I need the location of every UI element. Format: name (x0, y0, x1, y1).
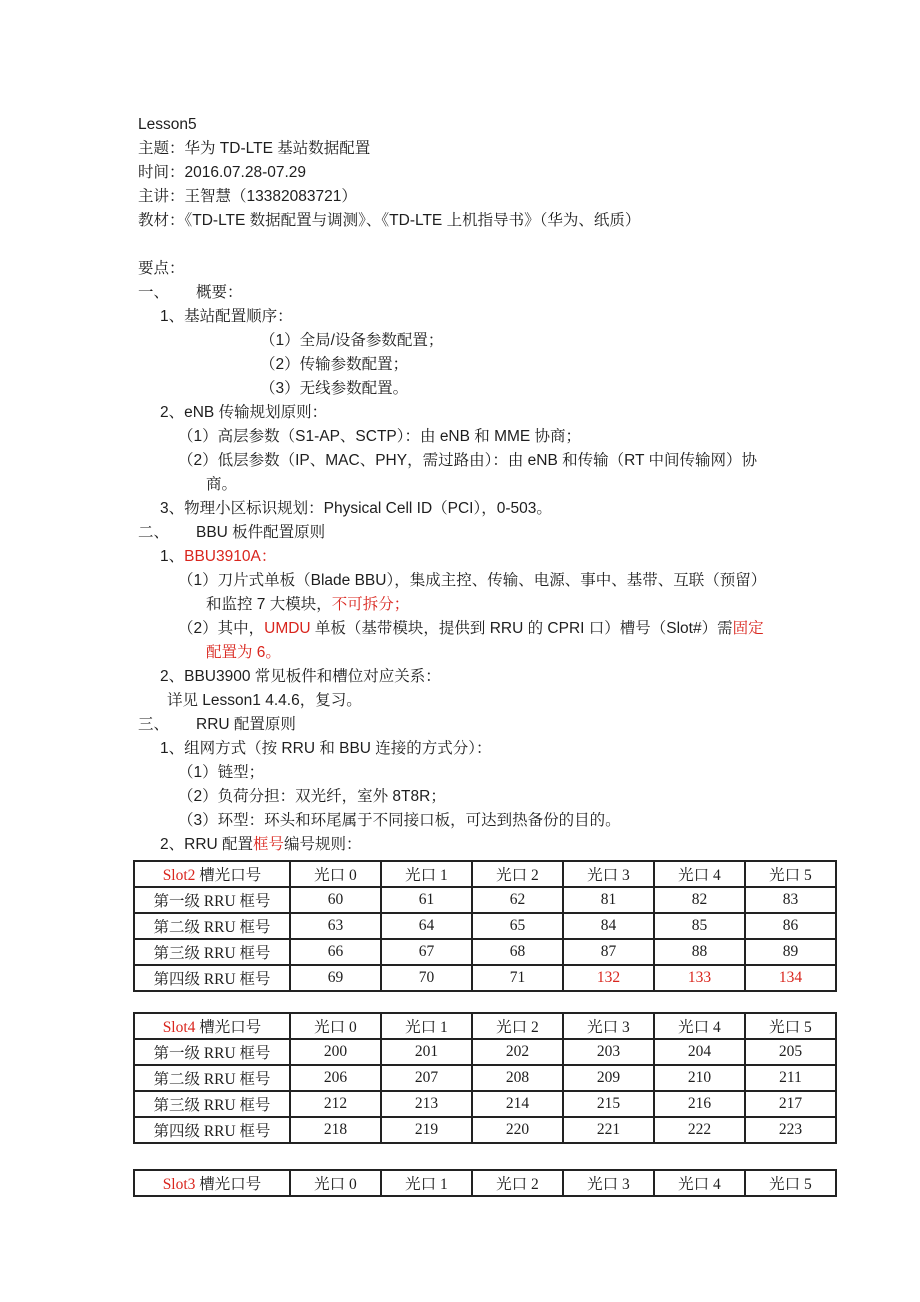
frame-number-cell: 66 (290, 939, 381, 965)
text-segment: 1、基站配置顺序： (160, 308, 293, 325)
list-item (0, 329, 920, 353)
document-text-block (0, 113, 920, 857)
table-row (134, 965, 836, 991)
optical-port-header-cell: 光口 4 (654, 1013, 745, 1039)
slot-header-label: 槽光口号 (195, 1019, 262, 1036)
text-segment: 时间：2016.07.28-07.29 (138, 164, 307, 181)
slot-header-cell (134, 1013, 290, 1039)
frame-number-cell: 71 (472, 965, 563, 991)
red-highlight-text: UMDU (264, 620, 311, 637)
text-segment: （3）无线参数配置。 (260, 380, 409, 397)
table-row (134, 1091, 836, 1117)
list-item (0, 449, 920, 473)
rru-level-label-cell: 第二级 RRU 框号 (134, 913, 290, 939)
lesson-title (0, 113, 920, 137)
frame-number-cell: 206 (290, 1065, 381, 1091)
optical-port-header-cell: 光口 4 (654, 1170, 745, 1196)
optical-port-header-cell: 光口 3 (563, 1170, 654, 1196)
text-segment: （2）负荷分担：双光纤，室外 8T8R； (178, 788, 446, 805)
optical-port-header-cell: 光口 4 (654, 861, 745, 887)
optical-port-header-cell: 光口 3 (563, 1013, 654, 1039)
list-item (0, 353, 920, 377)
frame-number-cell: 65 (472, 913, 563, 939)
rru-frame-number-table-slot2 (133, 860, 837, 992)
frame-number-cell: 60 (290, 887, 381, 913)
rru-frame-number-table-slot3 (133, 1169, 837, 1197)
frame-number-cell: 89 (745, 939, 836, 965)
frame-number-cell: 84 (563, 913, 654, 939)
list-item-continuation (0, 593, 920, 617)
rru-level-label-cell: 第三级 RRU 框号 (134, 939, 290, 965)
slot-number-text: Slot3 (162, 1176, 196, 1193)
list-item-continuation (0, 641, 920, 665)
frame-number-cell: 209 (563, 1065, 654, 1091)
frame-number-cell: 67 (381, 939, 472, 965)
text-segment: 主题：华为 TD-LTE 基站数据配置 (138, 140, 371, 157)
text-segment: RRU 配置原则 (196, 716, 296, 733)
blank-line (0, 233, 920, 257)
list-item (0, 425, 920, 449)
slot-number-text: Slot4 (162, 1019, 196, 1036)
optical-port-header-cell: 光口 2 (472, 861, 563, 887)
list-item (0, 617, 920, 641)
text-segment: 主讲：王智慧（13382083721） (138, 188, 357, 205)
frame-number-cell: 134 (745, 965, 836, 991)
table-row (134, 1117, 836, 1143)
frame-number-cell: 63 (290, 913, 381, 939)
list-item-continuation (0, 473, 920, 497)
frame-number-cell: 219 (381, 1117, 472, 1143)
section-2-heading (0, 521, 920, 545)
text-segment: 要点： (138, 260, 185, 277)
slot-header-cell (134, 861, 290, 887)
slot-header-cell (134, 1170, 290, 1196)
frame-number-cell: 88 (654, 939, 745, 965)
frame-number-cell: 61 (381, 887, 472, 913)
text-segment: 2、BBU3900 常见板件和槽位对应关系： (160, 668, 441, 685)
section-1-heading (0, 281, 920, 305)
table-row (134, 939, 836, 965)
frame-number-cell: 83 (745, 887, 836, 913)
list-item (0, 305, 920, 329)
red-highlight-text: 不可拆分； (331, 596, 410, 613)
list-item (0, 761, 920, 785)
list-item (0, 737, 920, 761)
text-segment: 3、物理小区标识规划：Physical Cell ID（PCI），0-503。 (160, 500, 552, 517)
text-segment: （1）链型； (178, 764, 265, 781)
list-item (0, 497, 920, 521)
frame-number-cell: 205 (745, 1039, 836, 1065)
optical-port-header-cell: 光口 0 (290, 861, 381, 887)
frame-number-cell: 220 (472, 1117, 563, 1143)
frame-number-cell: 202 (472, 1039, 563, 1065)
text-segment: （2）低层参数（IP、MAC、PHY，需过路由）：由 eNB 和传输（RT 中间传输网）协 (178, 452, 758, 469)
table-row (134, 913, 836, 939)
frame-number-cell: 212 (290, 1091, 381, 1117)
rru-level-label-cell: 第一级 RRU 框号 (134, 1039, 290, 1065)
optical-port-header-cell: 光口 3 (563, 861, 654, 887)
frame-number-cell: 213 (381, 1091, 472, 1117)
list-item (0, 377, 920, 401)
table-row (134, 887, 836, 913)
lecturer-line (0, 185, 920, 209)
red-highlight-text: 配置为 6。 (206, 644, 281, 661)
frame-number-cell: 216 (654, 1091, 745, 1117)
frame-number-cell: 211 (745, 1065, 836, 1091)
frame-number-cell: 210 (654, 1065, 745, 1091)
optical-port-header-cell: 光口 5 (745, 1013, 836, 1039)
text-segment: （2）其中， (178, 620, 265, 637)
text-segment: 三、 (138, 716, 170, 733)
red-highlight-text: 框号 (253, 836, 285, 853)
rru-level-label-cell: 第一级 RRU 框号 (134, 887, 290, 913)
list-item (0, 785, 920, 809)
slot-header-label: 槽光口号 (195, 1176, 262, 1193)
slot-header-label: 槽光口号 (195, 867, 262, 884)
frame-number-cell: 69 (290, 965, 381, 991)
optical-port-header-cell: 光口 2 (472, 1013, 563, 1039)
frame-number-cell: 200 (290, 1039, 381, 1065)
table-header-row (134, 1170, 836, 1196)
text-segment: 编号规则： (284, 836, 362, 853)
optical-port-header-cell: 光口 1 (381, 1170, 472, 1196)
optical-port-header-cell: 光口 0 (290, 1170, 381, 1196)
list-item (0, 665, 920, 689)
list-item (0, 569, 920, 593)
text-segment: （1）全局/设备参数配置； (260, 332, 444, 349)
list-item (0, 809, 920, 833)
frame-number-cell: 70 (381, 965, 472, 991)
text-segment: 详见 Lesson1 4.4.6，复习。 (167, 692, 362, 709)
frame-number-cell: 68 (472, 939, 563, 965)
rru-frame-number-table-slot4 (133, 1012, 837, 1144)
frame-number-cell: 62 (472, 887, 563, 913)
rru-level-label-cell: 第四级 RRU 框号 (134, 1117, 290, 1143)
text-segment: 概要： (196, 284, 243, 301)
slot-number-text: Slot2 (162, 867, 196, 884)
frame-number-cell: 208 (472, 1065, 563, 1091)
text-segment: 2、RRU 配置 (160, 836, 254, 853)
frame-number-cell: 64 (381, 913, 472, 939)
list-item-continuation (0, 689, 920, 713)
frame-number-cell: 215 (563, 1091, 654, 1117)
text-segment: （1）高层参数（S1-AP、SCTP）：由 eNB 和 MME 协商； (178, 428, 582, 445)
frame-number-cell: 87 (563, 939, 654, 965)
material-line (0, 209, 920, 233)
text-segment: （3）环型：环头和环尾属于不同接口板，可达到热备份的目的。 (178, 812, 621, 829)
frame-number-cell: 207 (381, 1065, 472, 1091)
frame-number-cell: 133 (654, 965, 745, 991)
text-segment: 单板（基带模块，提供到 RRU 的 CPRI 口）槽号（Slot#）需 (310, 620, 733, 637)
table-header-row (134, 861, 836, 887)
text-segment: 一、 (138, 284, 170, 301)
table-row (134, 1039, 836, 1065)
frame-number-cell: 201 (381, 1039, 472, 1065)
optical-port-header-cell: 光口 5 (745, 1170, 836, 1196)
rru-level-label-cell: 第三级 RRU 框号 (134, 1091, 290, 1117)
table-header-row (134, 1013, 836, 1039)
text-segment: 1、组网方式（按 RRU 和 BBU 连接的方式分）： (160, 740, 492, 757)
text-segment: （2）传输参数配置； (260, 356, 409, 373)
optical-port-header-cell: 光口 5 (745, 861, 836, 887)
frame-number-cell: 203 (563, 1039, 654, 1065)
text-segment: BBU 板件配置原则 (196, 524, 326, 541)
frame-number-cell: 217 (745, 1091, 836, 1117)
text-segment: 二、 (138, 524, 170, 541)
frame-number-cell: 223 (745, 1117, 836, 1143)
time-line (0, 161, 920, 185)
optical-port-header-cell: 光口 0 (290, 1013, 381, 1039)
text-segment: （1）刀片式单板（Blade BBU），集成主控、传输、电源、事中、基带、互联（预留） (178, 572, 767, 589)
table-row (134, 1065, 836, 1091)
text-segment: 商。 (206, 476, 238, 493)
text-segment: 2、eNB 传输规划原则： (160, 404, 328, 421)
keypoints-heading (0, 257, 920, 281)
section-3-heading (0, 713, 920, 737)
frame-number-cell: 85 (654, 913, 745, 939)
rru-level-label-cell: 第二级 RRU 框号 (134, 1065, 290, 1091)
text-segment: Lesson5 (138, 116, 197, 133)
rru-level-label-cell: 第四级 RRU 框号 (134, 965, 290, 991)
frame-number-cell: 132 (563, 965, 654, 991)
list-item (0, 545, 920, 569)
list-item (0, 833, 920, 857)
optical-port-header-cell: 光口 1 (381, 861, 472, 887)
red-highlight-text: BBU3910A： (184, 548, 277, 565)
text-segment: 教材：《TD-LTE 数据配置与调测》、《TD-LTE 上机指导书》（华为、纸质） (138, 212, 641, 229)
frame-number-cell: 221 (563, 1117, 654, 1143)
rru-tables-block (0, 860, 920, 1197)
frame-number-cell: 218 (290, 1117, 381, 1143)
red-highlight-text: 固定 (732, 620, 764, 637)
frame-number-cell: 222 (654, 1117, 745, 1143)
frame-number-cell: 214 (472, 1091, 563, 1117)
frame-number-cell: 86 (745, 913, 836, 939)
list-item (0, 401, 920, 425)
optical-port-header-cell: 光口 2 (472, 1170, 563, 1196)
subject-line (0, 137, 920, 161)
frame-number-cell: 204 (654, 1039, 745, 1065)
frame-number-cell: 82 (654, 887, 745, 913)
text-segment: 1、 (160, 548, 185, 565)
text-segment: 和监控 7 大模块， (206, 596, 332, 613)
optical-port-header-cell: 光口 1 (381, 1013, 472, 1039)
frame-number-cell: 81 (563, 887, 654, 913)
